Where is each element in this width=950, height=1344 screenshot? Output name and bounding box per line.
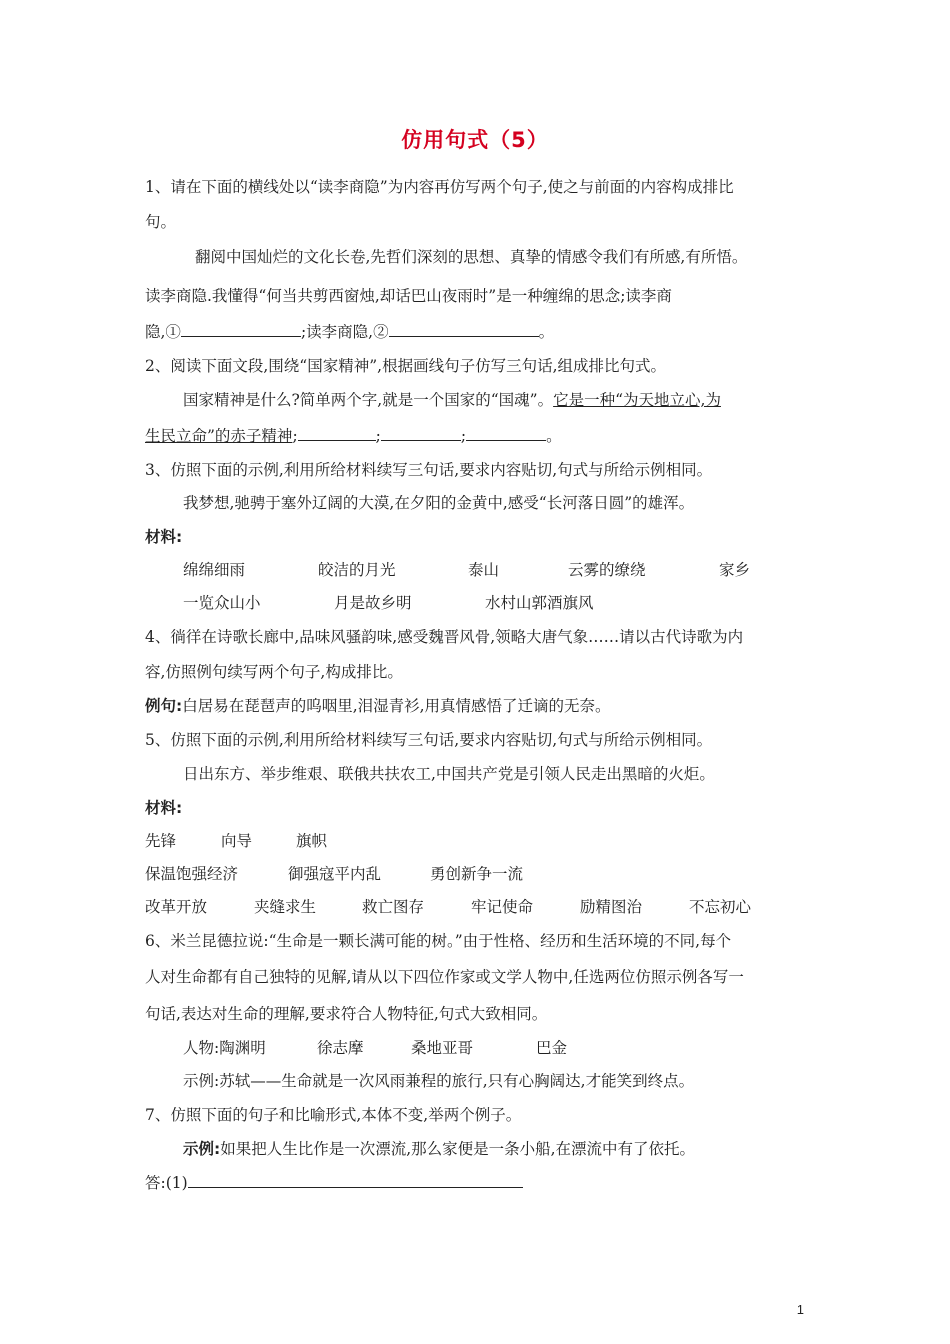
q7-example-text: 如果把人生比作是一次漂流,那么家便是一条小船,在漂流中有了依托。 bbox=[220, 1140, 696, 1158]
q6-people-label-text: 人物: bbox=[183, 1039, 220, 1057]
q5-material-7: 改革开放 bbox=[145, 898, 208, 916]
q2-line2 bbox=[183, 389, 721, 411]
page-title: 仿用句式（5） bbox=[401, 128, 549, 152]
q4-example bbox=[145, 695, 611, 717]
q4-line2: 容,仿照例句续写两个句子,构成排比。 bbox=[145, 663, 403, 681]
q1-end: 。 bbox=[538, 323, 555, 341]
q2-passage: 国家精神是什么?简单两个字,就是一个国家的“国魂”。 bbox=[183, 391, 554, 409]
q2-line3 bbox=[145, 424, 562, 447]
q5-material-3: 旗帜 bbox=[296, 832, 328, 850]
q5-material-12: 不忘初心 bbox=[689, 898, 752, 916]
q3-example: 我梦想,驰骋于塞外辽阔的大漠,在夕阳的金黄中,感受“长河落日圆”的雄浑。 bbox=[183, 494, 695, 512]
q6-line2: 人对生命都有自己独特的见解,请从以下四位作家或文学人物中,任选两位仿照示例各写一 bbox=[145, 968, 744, 986]
q7-answer-label: 答:(1) bbox=[145, 1174, 188, 1192]
q3-line1: 3、仿照下面的示例,利用所给材料续写三句话,要求内容贴切,句式与所给示例相同。 bbox=[145, 461, 713, 479]
q3-material-2: 皎洁的月光 bbox=[318, 561, 396, 579]
q2-line1: 2、阅读下面文段,围绕“国家精神”,根据画线句子仿写三句话,组成排比句式。 bbox=[145, 357, 666, 375]
q6-person-2: 徐志摩 bbox=[317, 1039, 364, 1057]
q5-material-10: 牢记使命 bbox=[471, 898, 534, 916]
q3-material-3: 泰山 bbox=[468, 561, 500, 579]
q5-material-11: 励精图治 bbox=[580, 898, 643, 916]
q5-material-5: 御强寇平内乱 bbox=[288, 865, 382, 883]
q1-answer-blank-1[interactable] bbox=[181, 320, 301, 337]
q7-answer bbox=[145, 1171, 523, 1194]
q4-example-text: 白居易在琵琶声的呜咽里,泪湿青衫,用真情感悟了迁谪的无奈。 bbox=[182, 697, 611, 715]
q5-line1: 5、仿照下面的示例,利用所给材料续写三句话,要求内容贴切,句式与所给示例相同。 bbox=[145, 731, 713, 749]
q4-example-label: 例句: bbox=[145, 697, 183, 715]
q2-sep-2: ; bbox=[375, 427, 381, 445]
q3-material-label: 材料: bbox=[145, 528, 183, 546]
q1-line1: 1、请在下面的横线处以“读李商隐”为内容再仿写两个句子,使之与前面的内容构成排比 bbox=[145, 178, 734, 196]
q1-line4: 读李商隐.我懂得“何当共剪西窗烛,却话巴山夜雨时”是一种缠绵的思念;读李商 bbox=[145, 287, 672, 305]
q4-line1: 4、徜徉在诗歌长廊中,品味风骚韵味,感受魏晋风骨,领略大唐气象……请以古代诗歌为内 bbox=[145, 628, 744, 646]
q5-material-label: 材料: bbox=[145, 799, 183, 817]
q2-underlined-sentence: 它是一种“为天地立心,为 bbox=[553, 391, 721, 409]
q6-people-label bbox=[183, 1037, 266, 1059]
q1-blank1-label: 隐,① bbox=[145, 323, 181, 341]
q6-person-3: 桑地亚哥 bbox=[411, 1039, 474, 1057]
q6-line3: 句话,表达对生命的理解,要求符合人物特征,句式大致相同。 bbox=[145, 1005, 548, 1023]
q5-material-2: 向导 bbox=[221, 832, 253, 850]
q6-person-1: 陶渊明 bbox=[219, 1039, 266, 1057]
q2-sep-3: ; bbox=[460, 427, 467, 445]
q7-example-label: 示例: bbox=[183, 1140, 221, 1158]
q7-answer-blank-1[interactable] bbox=[188, 1171, 523, 1188]
q1-line5 bbox=[145, 320, 554, 343]
page-number: 1 bbox=[796, 1302, 804, 1317]
q3-material-7: 月是故乡明 bbox=[334, 594, 412, 612]
q2-answer-blank-2[interactable] bbox=[381, 424, 461, 441]
q5-material-8: 夹缝求生 bbox=[254, 898, 317, 916]
q7-line1: 7、仿照下面的句子和比喻形式,本体不变,举两个例子。 bbox=[145, 1106, 522, 1124]
q1-passage: 翻阅中国灿烂的文化长卷,先哲们深刻的思想、真挚的情感令我们有所感,有所悟。 bbox=[195, 248, 748, 266]
q2-answer-blank-1[interactable] bbox=[298, 424, 376, 441]
q5-material-4: 保温饱强经济 bbox=[145, 865, 239, 883]
q3-material-5: 家乡 bbox=[719, 561, 751, 579]
q6-line1: 6、米兰昆德拉说:“生命是一颗长满可能的树。”由于性格、经历和生活环境的不同,每个 bbox=[145, 932, 732, 950]
q1-blank2-label: ;读李商隐,② bbox=[300, 323, 389, 341]
q6-person-4: 巴金 bbox=[536, 1039, 568, 1057]
q5-material-6: 勇创新争一流 bbox=[430, 865, 524, 883]
q2-end: 。 bbox=[546, 427, 562, 445]
q3-material-6: 一览众山小 bbox=[183, 594, 261, 612]
q3-material-1: 绵绵细雨 bbox=[183, 561, 246, 579]
q5-material-1: 先锋 bbox=[145, 832, 177, 850]
q6-example: 示例:苏轼——生命就是一次风雨兼程的旅行,只有心胸阔达,才能笑到终点。 bbox=[183, 1072, 695, 1090]
q1-answer-blank-2[interactable] bbox=[389, 320, 539, 337]
q2-answer-blank-3[interactable] bbox=[466, 424, 546, 441]
q5-material-9: 救亡图存 bbox=[362, 898, 425, 916]
q2-sep-1: ; bbox=[292, 427, 298, 445]
q7-example bbox=[183, 1138, 695, 1160]
q2-underlined-sentence-end: 生民立命”的赤子精神 bbox=[145, 427, 293, 445]
q3-material-8: 水村山郭酒旗风 bbox=[485, 594, 594, 612]
q5-example: 日出东方、举步维艰、联俄共扶农工,中国共产党是引领人民走出黑暗的火炬。 bbox=[183, 765, 715, 783]
q1-line2: 句。 bbox=[145, 213, 177, 231]
q3-material-4: 云雾的缭绕 bbox=[568, 561, 646, 579]
